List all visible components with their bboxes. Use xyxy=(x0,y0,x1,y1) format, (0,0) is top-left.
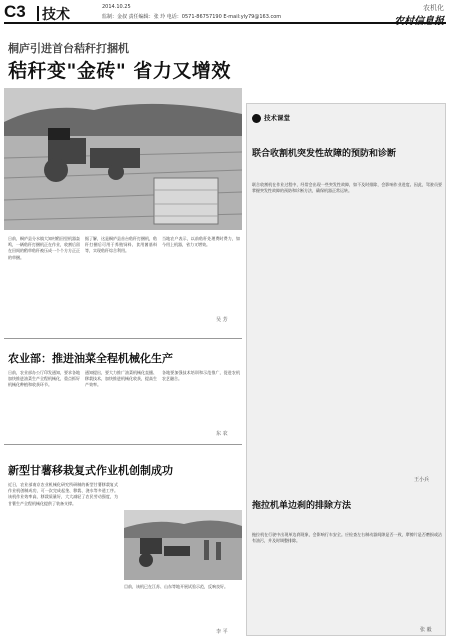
sweet-potato-planter-photo xyxy=(124,510,242,580)
sidebar-article2-body xyxy=(252,532,442,628)
sidebar-article2-text: 拖拉机在行驶中出现单边刹现象，会影响行车安全。应检查左右制动器间隙是否一致，摩擦片是否磨损或沾有油污，并及时调整排除。 xyxy=(252,532,442,544)
tag-label: 技术课堂 xyxy=(264,114,290,122)
story2-col-3 xyxy=(162,370,240,430)
story3-col-3 xyxy=(124,584,242,630)
sidebar-article2-author: 张 毅 xyxy=(420,627,432,633)
story3-col-1 xyxy=(8,482,118,630)
story3-author: 李 平 xyxy=(216,629,228,635)
sidebar-article2-headline: 拖拉机单边刹的排除方法 xyxy=(252,501,352,511)
hay-baler-photo xyxy=(4,88,242,230)
divider xyxy=(4,444,242,445)
issue-date: 2014.10.25 xyxy=(102,4,131,10)
main-story-kicker: 桐庐引进首台秸秆打捆机 xyxy=(8,42,129,55)
masthead-divider xyxy=(37,6,39,21)
story2-headline: 农业部：推进油菜全程机械化生产 xyxy=(8,352,173,365)
story2-text-2: 通知提出，要大力推广油菜机械化直播、移栽技术，加快推进机械化收获，提高生产效率。 xyxy=(85,370,157,388)
masthead xyxy=(4,2,446,27)
main-story-col-2 xyxy=(85,236,157,316)
sidebar-article1-text: 联合收割机在作业过程中，经常会出现一些突发性故障，如不及时排除，会影响作业进度。因此，驾驶员要掌握突发性故障的预防和诊断方法，确保机器正常运转。 xyxy=(252,182,442,194)
staff-credits: 监制：金叔 责任编辑：张 玲 电话：0571-86757190 E-mail:yly79@163.com xyxy=(102,14,282,20)
main-story-text-1: 日前，桐庐县分水镇大知村稻田里机器轰鸣，一辆秸秆打捆机正在作业，收割后留在田间的稻草秸秆被压成一个个方方正正的草捆。 xyxy=(8,236,80,260)
main-story-col-3 xyxy=(162,236,240,316)
main-story-text-2: 据了解，这是桐庐县首台秸秆打捆机，秸秆打捆后可用于养殖饲料、食用菌基料等，实现秸秆综合利用。 xyxy=(85,236,157,254)
tag-bullet-icon xyxy=(252,114,261,123)
main-story-author: 吴 芳 xyxy=(216,317,228,323)
story2-text-3: 各地要加强技术培训和示范推广，促进农机农艺融合。 xyxy=(162,370,240,382)
story3-text-2: 该机作业效率高，移栽质量好，大大减轻了农民劳动强度，为甘薯生产全程机械化提供了装备支撑。 xyxy=(8,494,118,506)
main-story-text-3: 当地农户表示，以前秸秆处理费时费力，如今用上机器，省力又增效。 xyxy=(162,236,240,248)
main-story-col-1 xyxy=(8,236,80,316)
story2-text-1: 日前，农业部办公厅印发通知，要求各地加快推进油菜生产全程机械化，重点抓好机械化种植和收获环节。 xyxy=(8,370,80,388)
newspaper-brand: 农村信息报 xyxy=(394,16,444,27)
tech-class-tag xyxy=(252,112,322,126)
story2-author: 东 农 xyxy=(216,431,228,437)
story3-text-3: 目前，该机已在江苏、山东等地开展试验示范，反响良好。 xyxy=(124,584,228,589)
story3-headline: 新型甘薯移栽复式作业机创制成功 xyxy=(8,464,173,477)
story3-text-1: 近日，农业部南京农业机械化研究所研制的新型甘薯移栽复式作业机创制成功，可一次完成起垄、移栽、浇水等多道工序。 xyxy=(8,482,118,494)
sidebar-article1-author: 王小兵 xyxy=(414,477,430,483)
page-number: C3 xyxy=(4,2,26,21)
story2-col-2 xyxy=(85,370,157,430)
section-title: 技术 xyxy=(42,7,70,23)
story2-col-1 xyxy=(8,370,80,430)
sidebar-article1-body xyxy=(252,182,442,478)
section-label: 农机化 xyxy=(423,4,444,12)
sidebar-article1-headline: 联合收割机突发性故障的预防和诊断 xyxy=(252,149,397,159)
main-story-headline: 秸秆变"金砖" 省力又增效 xyxy=(8,60,231,82)
divider xyxy=(4,338,242,339)
